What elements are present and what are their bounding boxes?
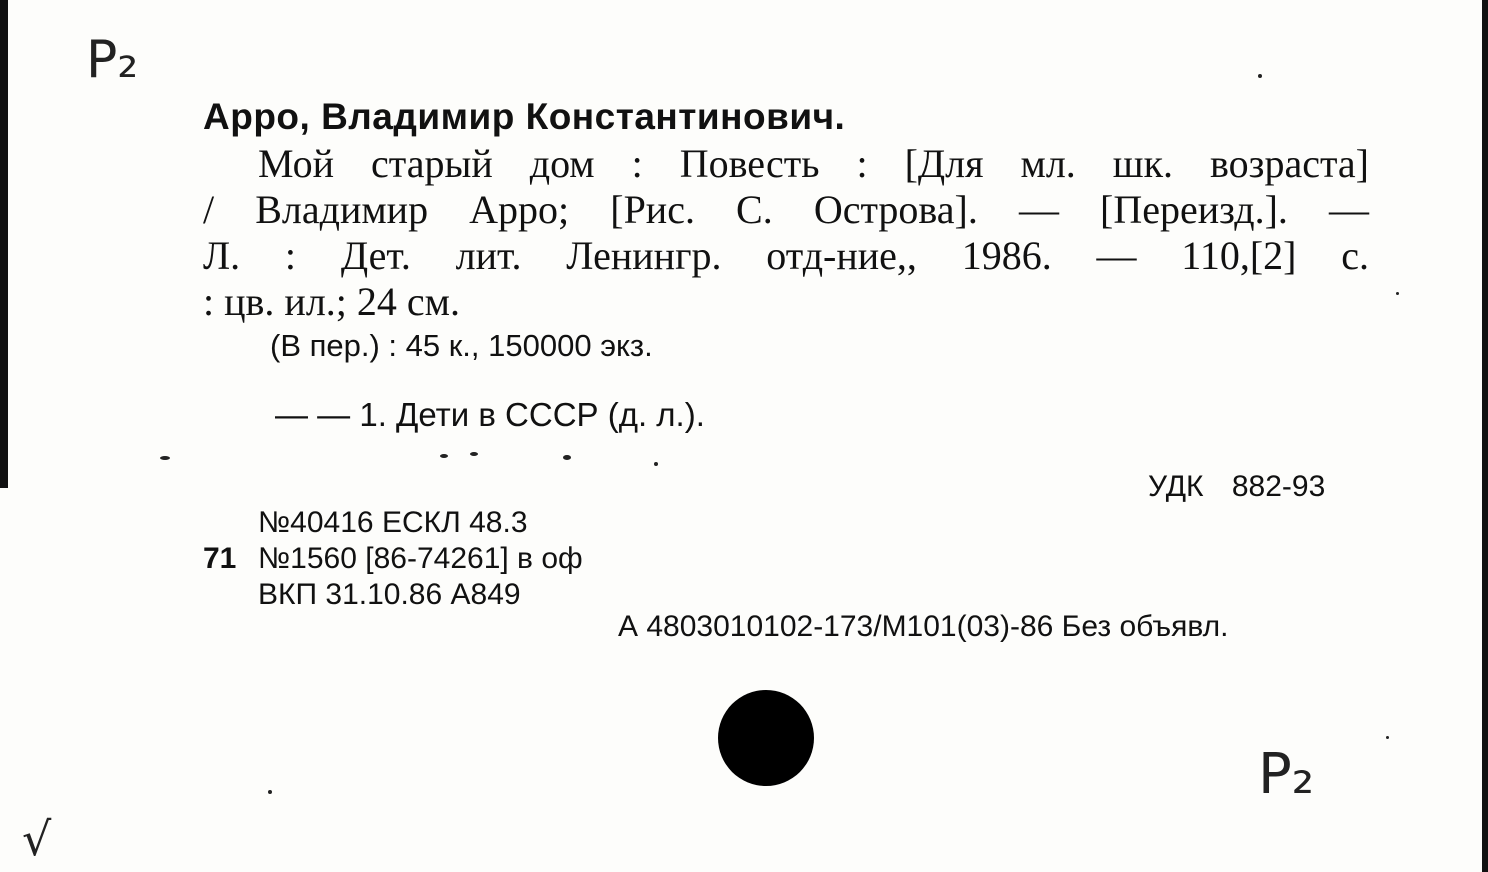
handwritten-mark-bottom: P₂ (1258, 742, 1315, 807)
price-line: (В пер.) : 45 к., 150000 экз. (270, 328, 653, 363)
card-edge-right (1482, 0, 1488, 872)
scan-speck (1396, 292, 1399, 295)
title-line-2: / Владимир Арро; [Рис. С. Острова]. — [Переизд.]. — (203, 187, 1369, 232)
scan-speck (1386, 736, 1389, 739)
author-heading: Арро, Владимир Константинович. (203, 96, 846, 137)
isbn-line: А 4803010102-173/М101(03)-86 Без объявл. (618, 610, 1229, 643)
scan-speck (563, 455, 571, 460)
scan-speck (654, 462, 658, 466)
scan-speck (440, 454, 448, 458)
udk-code: УДК 882-93 (1148, 470, 1326, 503)
punch-hole (718, 690, 814, 786)
title-line-4: : цв. ил.; 24 см. (203, 279, 460, 324)
subject-line: — — 1. Дети в СССР (д. л.). (275, 396, 705, 433)
title-line-1: Мой старый дом : Повесть : [Для мл. шк. возраста] (258, 141, 1369, 186)
scan-speck (470, 452, 478, 456)
registry-line-2: №1560 [86-74261] в оф (258, 542, 583, 575)
title-line-3: Л. : Дет. лит. Ленингр. отд-ние,, 1986. — 110,[2] с. (203, 233, 1369, 278)
card-edge-left (0, 0, 8, 488)
scan-speck (160, 456, 170, 460)
handwritten-check-mark: √ (22, 812, 52, 866)
registry-prefix: 71 (203, 542, 237, 575)
registry-line-1: №40416 ЕСКЛ 48.3 (258, 506, 528, 539)
registry-line-3: ВКП 31.10.86 А849 (258, 578, 521, 611)
scan-speck (268, 790, 272, 794)
handwritten-mark-top: P₂ (86, 30, 139, 90)
scan-speck (1258, 74, 1262, 78)
